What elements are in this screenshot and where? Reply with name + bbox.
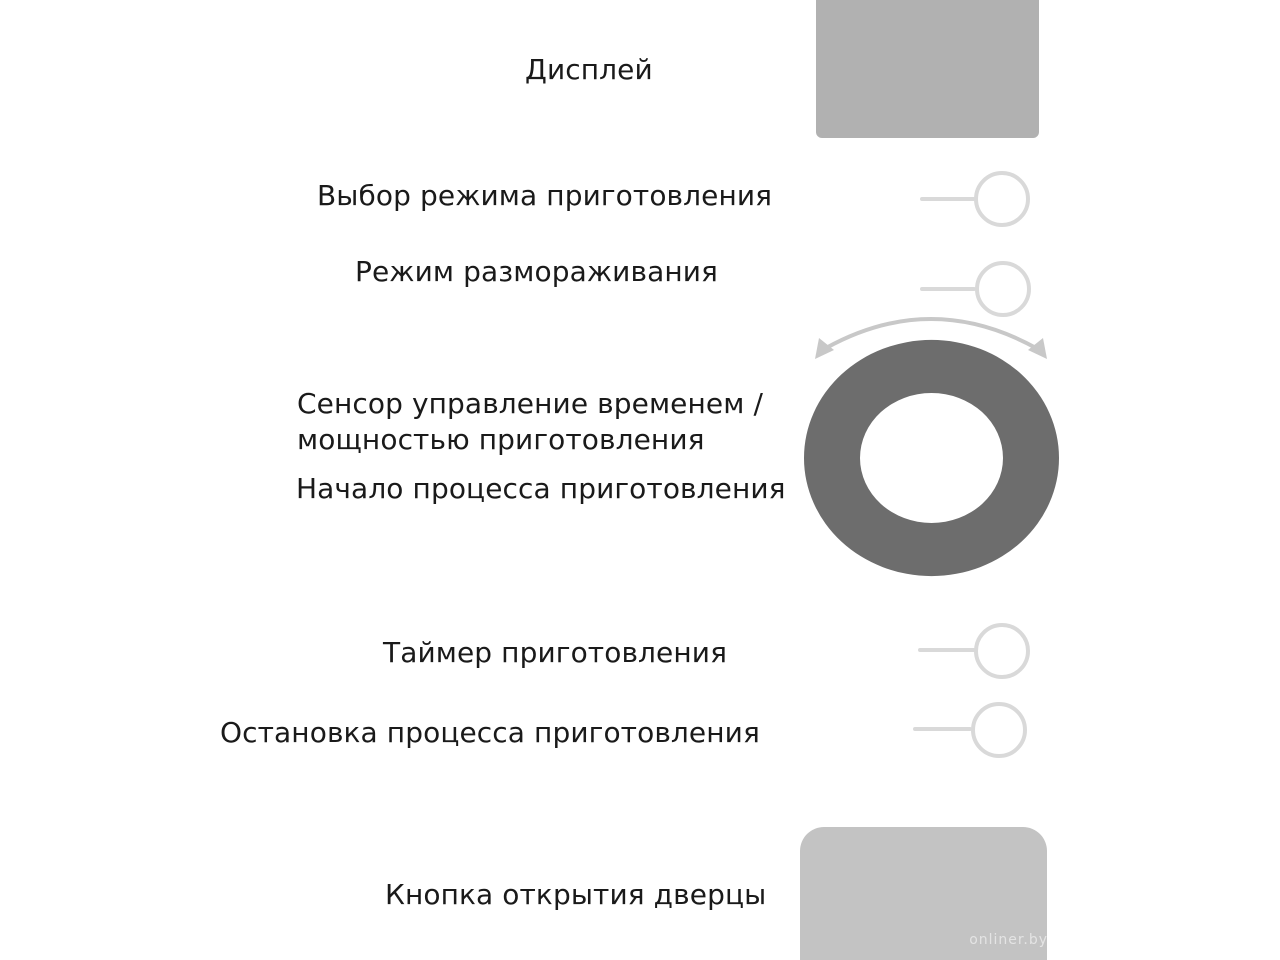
display-label: Дисплей	[525, 53, 653, 86]
defrost-button-icon[interactable]	[922, 263, 1029, 315]
mode-select-button-icon[interactable]	[922, 173, 1028, 225]
sensor-label-line2: мощностью приготовления	[297, 423, 705, 456]
start-label: Начало процесса приготовления	[296, 472, 786, 505]
timer-button-icon[interactable]	[920, 625, 1028, 677]
stop-button-icon[interactable]	[915, 704, 1025, 756]
defrost-mode-label: Режим размораживания	[355, 255, 718, 288]
timer-label: Таймер приготовления	[383, 636, 728, 669]
watermark: onliner.by	[969, 932, 1048, 948]
mode-select-label: Выбор режима приготовления	[317, 179, 773, 212]
stop-label: Остановка процесса приготовления	[220, 716, 760, 749]
door-button-label: Кнопка открытия дверцы	[385, 878, 767, 911]
sensor-label-line1: Сенсор управление временем /	[297, 387, 763, 420]
rotary-dial-icon[interactable]	[804, 340, 1059, 576]
